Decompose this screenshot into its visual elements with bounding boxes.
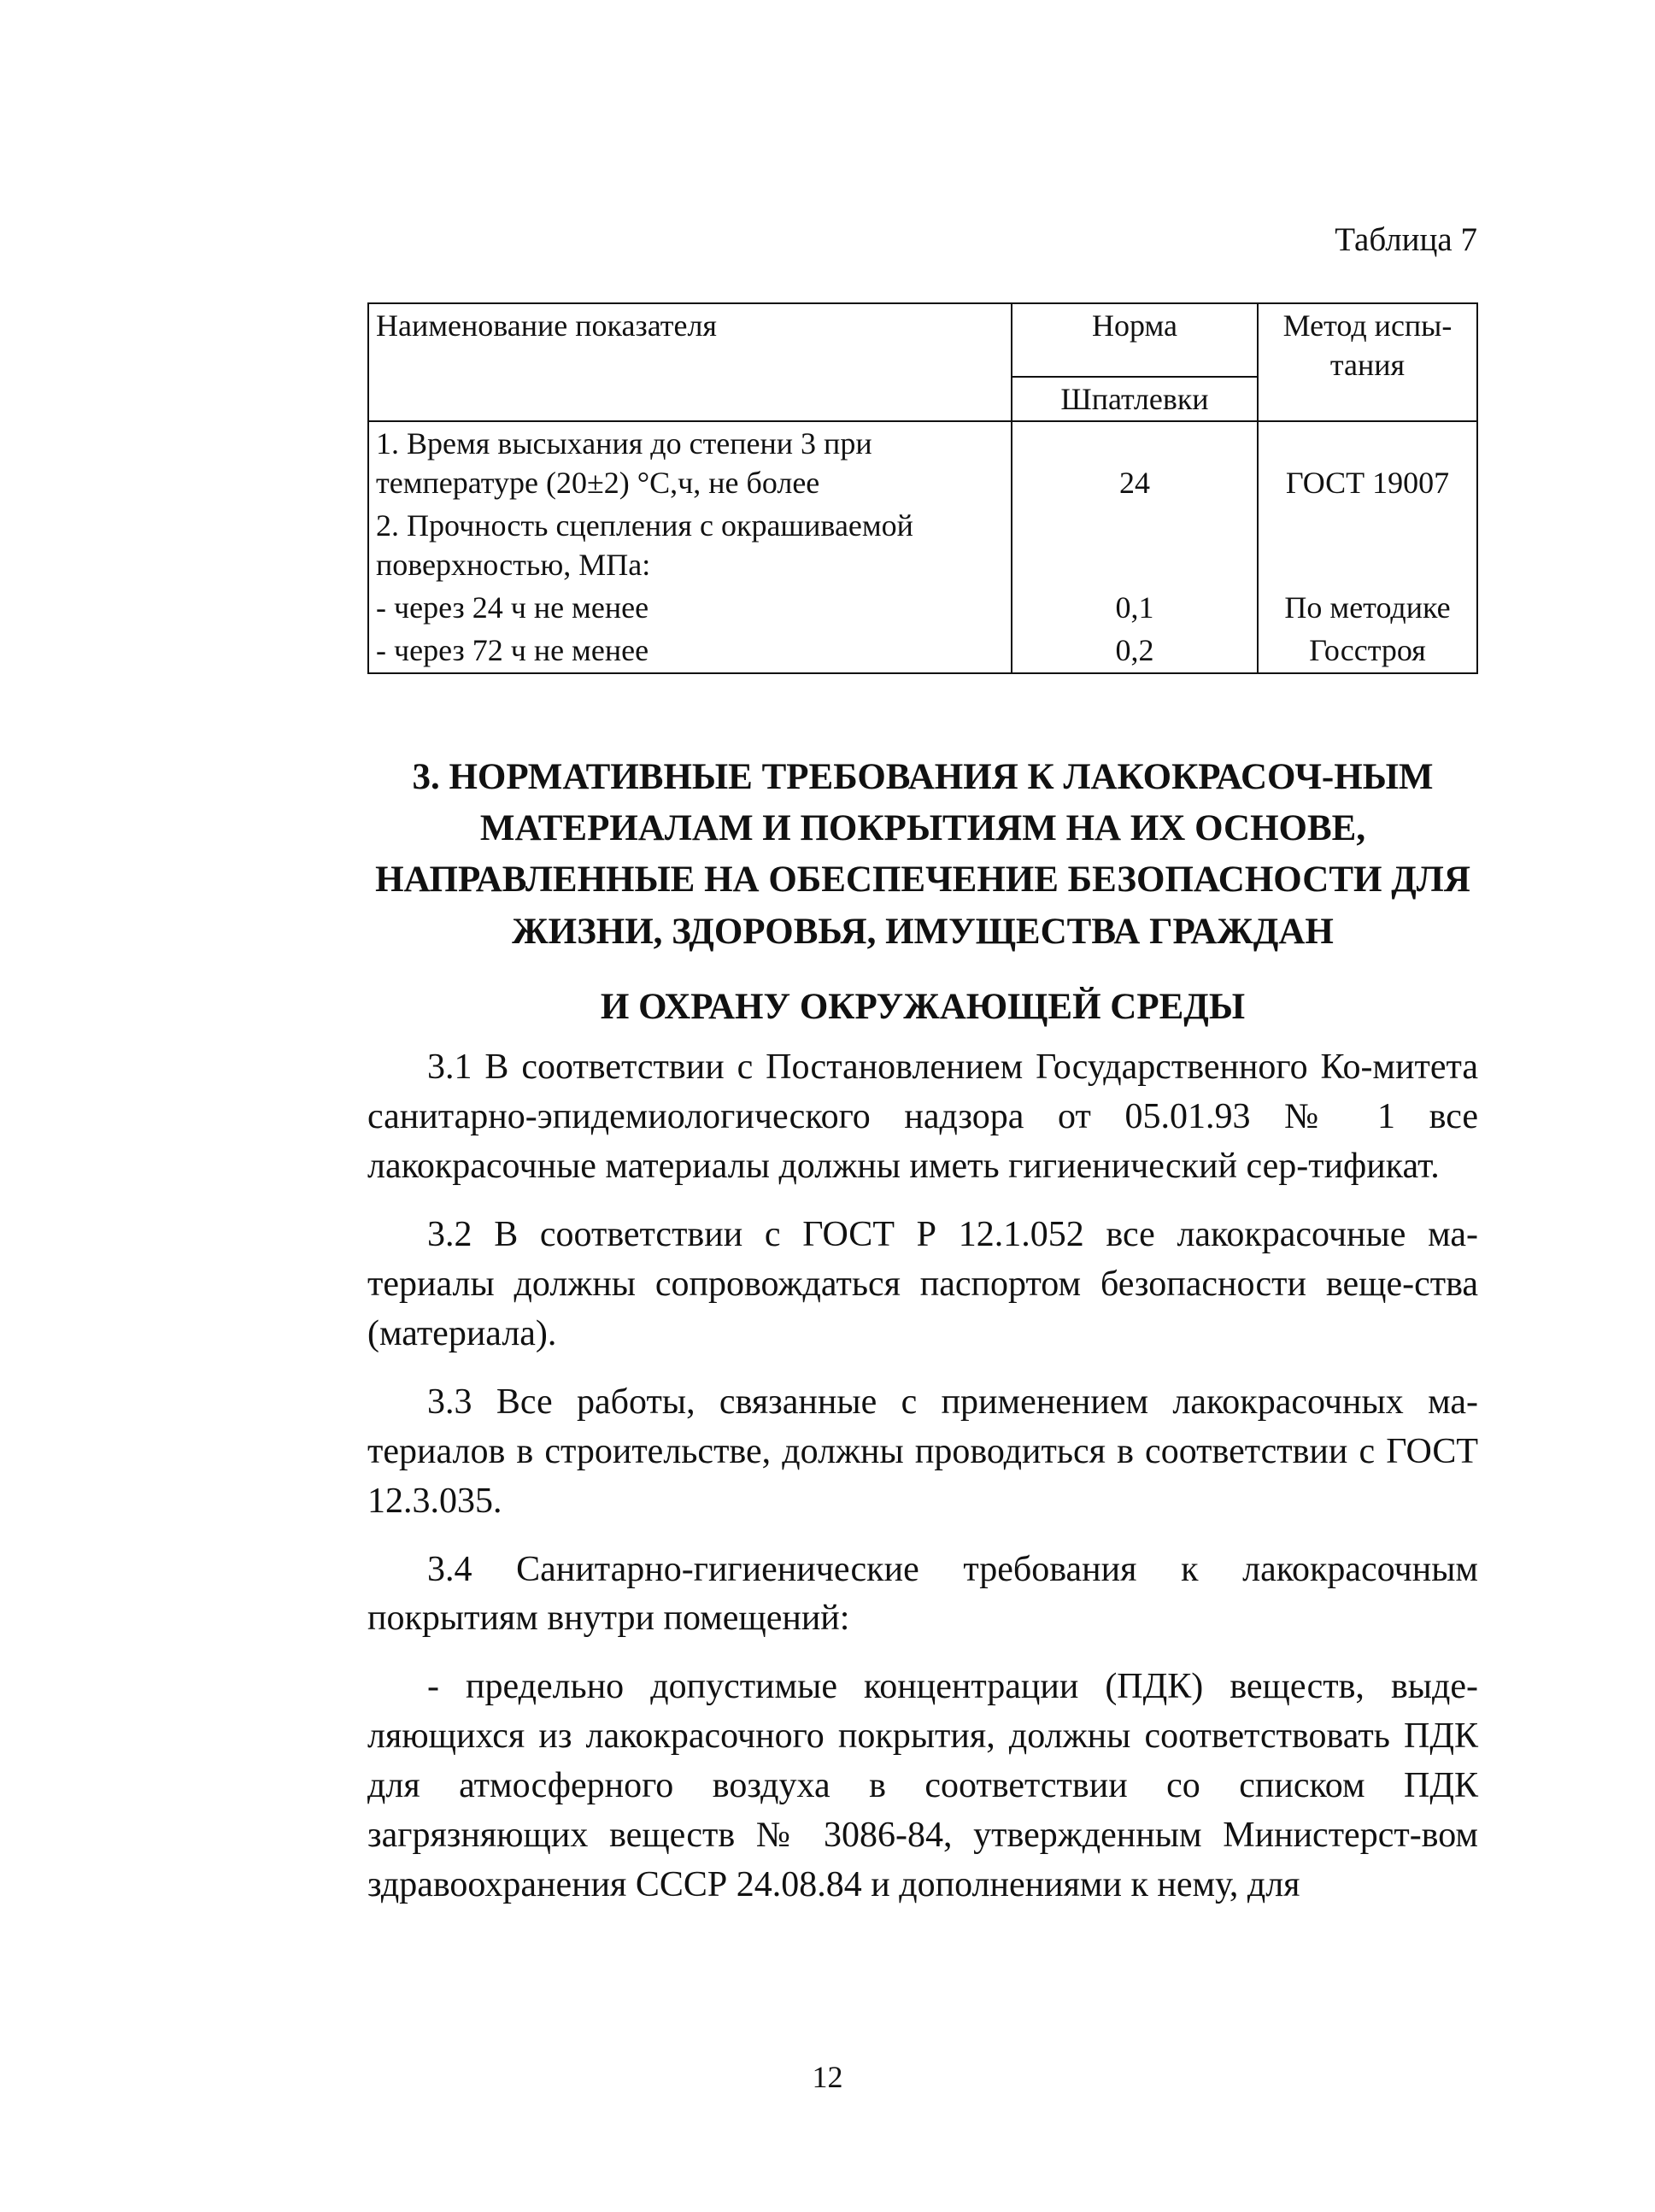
page-number: 12 bbox=[812, 2060, 843, 2094]
paragraph-3-3: 3.3 Все работы, связанные с применением лакокрасочных ма-териалов в строительстве, должны проводиться в соответствии с ГОСТ 12.3.035. bbox=[367, 1382, 1478, 1521]
row-method: По методике bbox=[1258, 586, 1477, 629]
header-norm: Норма bbox=[1012, 303, 1258, 377]
paragraph-3-1: 3.1 В соответствии с Постановлением Государственного Ко-митета санитарно-эпидемиологического надзора от 05.01.93 № 1 все лакокрасочные материалы должны иметь гигиенический сер-тификат. bbox=[367, 1047, 1478, 1186]
section-heading-continuation: И ОХРАНУ ОКРУЖАЮЩЕЙ СРЕДЫ bbox=[600, 986, 1246, 1027]
table-caption: Таблица 7 bbox=[1335, 221, 1477, 258]
indicators-table bbox=[367, 302, 1478, 674]
row-name: - через 24 ч не менее bbox=[368, 586, 1012, 629]
row-name: 2. Прочность сцепления с окрашиваемой поверхностью, МПа: bbox=[368, 504, 1012, 586]
paragraph-mac-list-item: - предельно допустимые концентрации (ПДК) веществ, выде-ляющихся из лакокрасочного покрытия, должны соответствовать ПДК для атмосферного воздуха в соответствии со списком ПДК загрязняющих веществ № 3086-84, утвержденным Министерст-вом здравоохранения СССР 24.08.84 и дополнениями к нему, для bbox=[367, 1667, 1478, 1905]
row-method: ГОСТ 19007 bbox=[1258, 421, 1477, 504]
table-header-row bbox=[368, 303, 1477, 377]
row-name: - через 72 ч не менее bbox=[368, 629, 1012, 672]
section-heading: 3. НОРМАТИВНЫЕ ТРЕБОВАНИЯ К ЛАКОКРАСОЧ-НЫМ МАТЕРИАЛАМ И ПОКРЫТИЯМ НА ИХ ОСНОВЕ, НАПРАВЛЕННЫЕ НА ОБЕСПЕЧЕНИЕ БЕЗОПАСНОСТИ ДЛЯ ЖИЗНИ, ЗДОРОВЬЯ, ИМУЩЕСТВА ГРАЖДАН bbox=[375, 757, 1470, 952]
row-name: 1. Время высыхания до степени 3 при температуре (20±2) °С,ч, не более bbox=[368, 421, 1012, 504]
table-row bbox=[368, 586, 1477, 629]
row-norm bbox=[1012, 504, 1258, 586]
header-test-method: Метод испы-тания bbox=[1258, 303, 1477, 421]
header-indicator-name: Наименование показателя bbox=[368, 303, 1012, 421]
row-norm: 0,1 bbox=[1012, 586, 1258, 629]
row-method: Госстроя bbox=[1258, 629, 1477, 672]
row-norm: 0,2 bbox=[1012, 629, 1258, 672]
section-body bbox=[367, 752, 1478, 1929]
table-row bbox=[368, 421, 1477, 504]
row-norm: 24 bbox=[1012, 421, 1258, 504]
row-method bbox=[1258, 504, 1477, 586]
table-row bbox=[368, 504, 1477, 586]
header-norm-putty: Шпатлевки bbox=[1012, 377, 1258, 421]
paragraph-3-2: 3.2 В соответствии с ГОСТ Р 12.1.052 все лакокрасочные ма-териалы должны сопровождаться паспортом безопасности веще-ства (материала). bbox=[367, 1214, 1478, 1353]
table-row bbox=[368, 629, 1477, 672]
paragraph-3-4: 3.4 Санитарно-гигиенические требования к лакокрасочным покрытиям внутри помещений: bbox=[367, 1549, 1478, 1639]
